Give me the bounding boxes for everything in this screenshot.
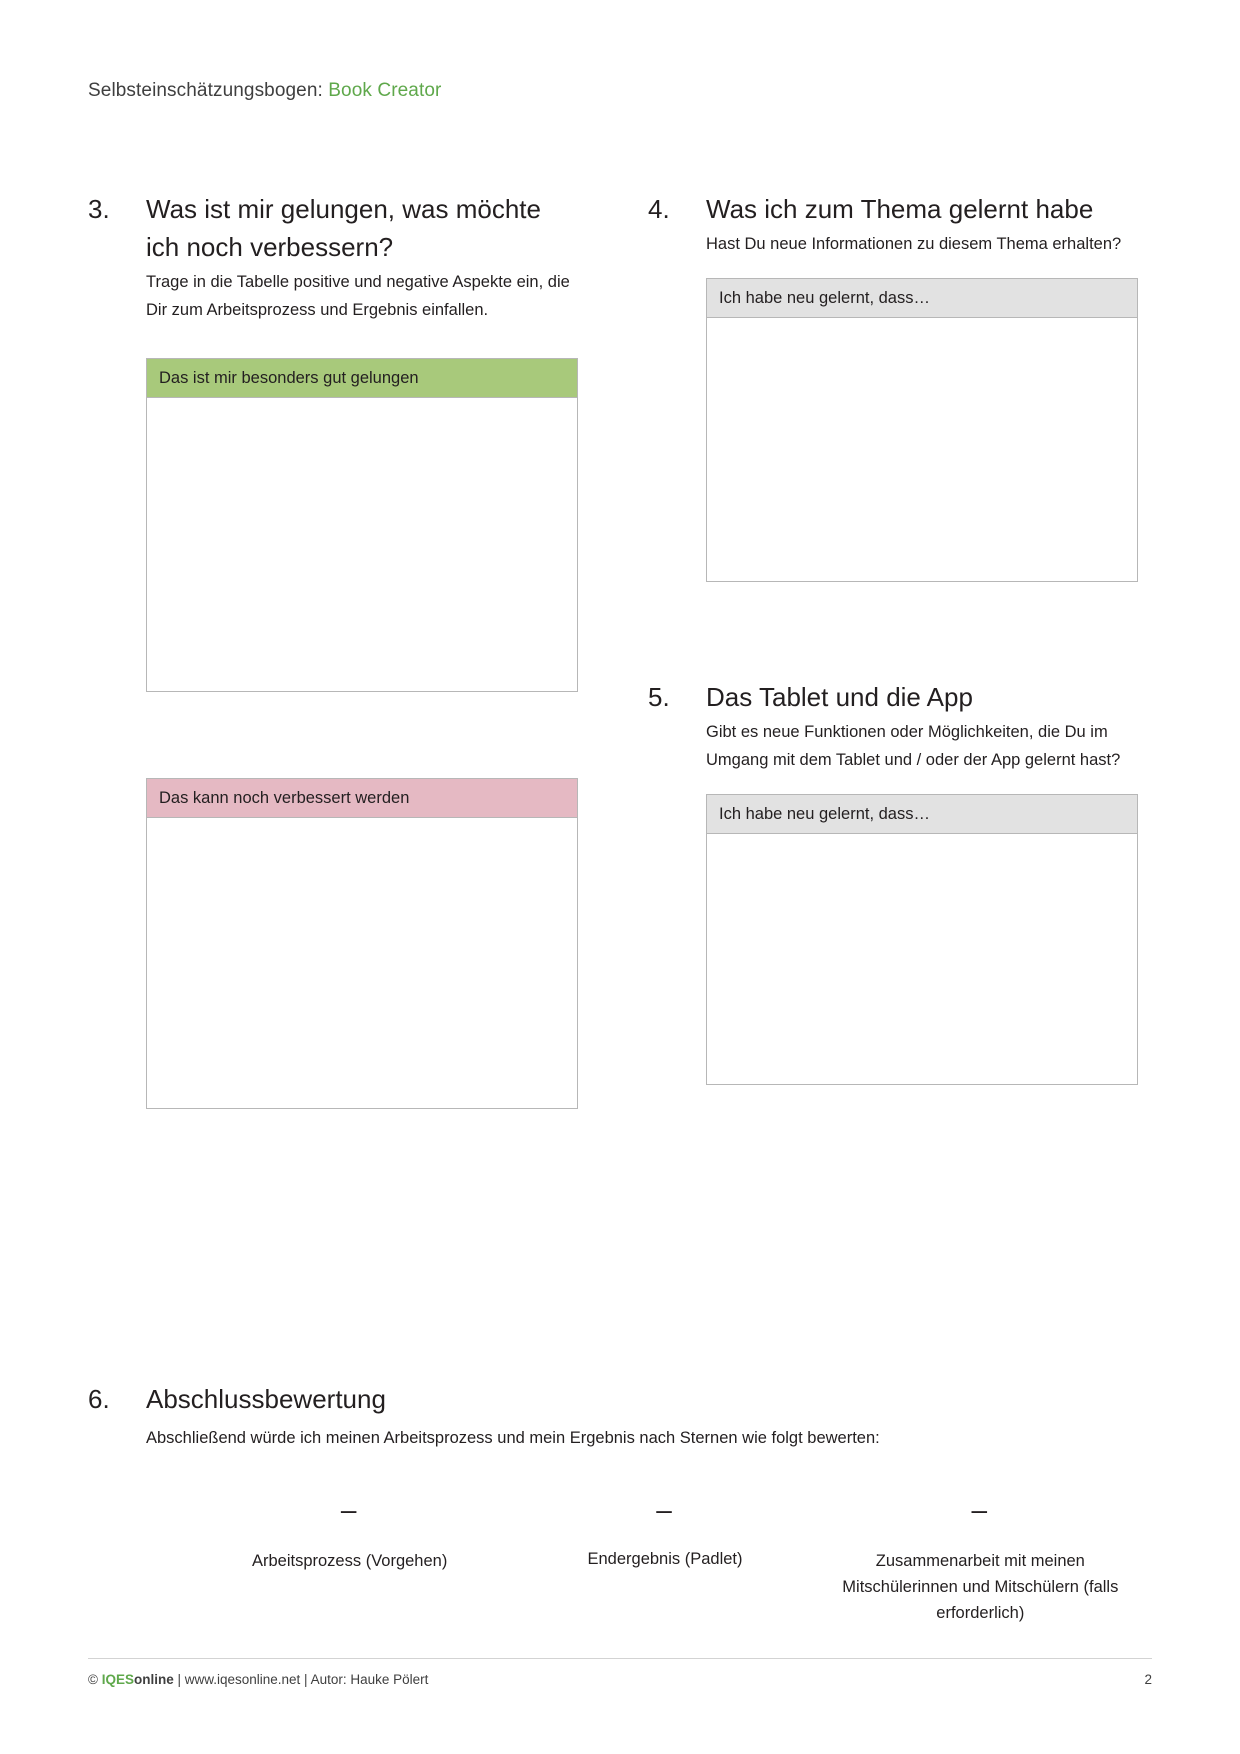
learned-topic-caption: Ich habe neu gelernt, dass… <box>707 279 1137 318</box>
section-6 <box>88 1380 1138 1626</box>
rating-stars-process[interactable]: – <box>340 1494 359 1525</box>
rating-label-result: Endergebnis (Padlet) <box>587 1550 743 1568</box>
section-5-title: Das Tablet und die App <box>706 682 973 712</box>
rating-row <box>192 1494 1138 1626</box>
learned-tablet-caption: Ich habe neu gelernt, dass… <box>707 795 1137 834</box>
section-3-heading <box>88 190 578 266</box>
section-4-body <box>706 230 1138 582</box>
footer-copyright: © <box>88 1672 98 1687</box>
page-footer <box>88 1658 1152 1687</box>
learned-topic-input[interactable] <box>707 318 1137 581</box>
left-column <box>88 190 578 1109</box>
rating-stars-collaboration[interactable]: – <box>971 1494 990 1525</box>
improvement-aspects-input[interactable] <box>147 818 577 1108</box>
section-3-body <box>146 268 578 1109</box>
rating-item-result <box>507 1494 822 1626</box>
section-5-heading <box>648 678 1138 716</box>
footer-credit <box>88 1672 428 1687</box>
section-4-description: Hast Du neue Informationen zu diesem Thema erhalten? <box>706 235 1122 253</box>
rating-label-collaboration: Zusammenarbeit mit meinen Mitschülerinnen und Mitschülern (falls erforderlich) <box>842 1552 1119 1622</box>
section-6-number: 6. <box>88 1384 110 1414</box>
header-title-accent: Book Creator <box>328 80 442 101</box>
improvement-aspects-table <box>146 778 578 1109</box>
right-column <box>648 190 1138 1085</box>
rating-item-process <box>192 1494 507 1626</box>
learned-tablet-table <box>706 794 1138 1085</box>
section-3-title: Was ist mir gelungen, was möchte ich noch verbessern? <box>146 194 541 262</box>
section-6-heading <box>88 1380 1138 1418</box>
section-5-description: Gibt es neue Funktionen oder Möglichkeiten, die Du im Umgang mit dem Tablet und / oder der App gelernt hast? <box>706 723 1121 769</box>
improvement-aspects-caption: Das kann noch verbessert werden <box>147 779 577 818</box>
section-6-title: Abschlussbewertung <box>146 1384 386 1414</box>
section-6-description: Abschließend würde ich meinen Arbeitsprozess und mein Ergebnis nach Sternen wie folgt bewerten: <box>146 1429 880 1447</box>
footer-brand-online: online <box>133 1672 174 1687</box>
section-3-number: 3. <box>88 194 110 224</box>
section-3-description: Trage in die Tabelle positive und negative Aspekte ein, die Dir zum Arbeitsprozess und Ergebnis einfallen. <box>146 273 570 319</box>
rating-label-process: Arbeitsprozess (Vorgehen) <box>251 1552 448 1570</box>
positive-aspects-caption: Das ist mir besonders gut gelungen <box>147 359 577 398</box>
section-4 <box>648 190 1138 582</box>
document-header <box>88 80 441 102</box>
rating-stars-result[interactable]: – <box>656 1494 674 1525</box>
footer-credit-rest: | www.iqesonline.net | Autor: Hauke Pölert <box>173 1672 429 1687</box>
footer-brand-iqes: IQES <box>101 1672 134 1687</box>
section-5 <box>648 678 1138 1085</box>
section-6-body <box>146 1424 1138 1626</box>
section-3 <box>88 190 578 1109</box>
positive-aspects-input[interactable] <box>147 398 577 691</box>
section-4-number: 4. <box>648 194 670 224</box>
header-prefix: Selbsteinschätzungsbogen: <box>88 80 323 101</box>
footer-page-number: 2 <box>1144 1672 1152 1687</box>
section-5-body <box>706 718 1138 1085</box>
rating-item-collaboration <box>823 1494 1138 1626</box>
learned-tablet-input[interactable] <box>707 834 1137 1084</box>
positive-aspects-table <box>146 358 578 692</box>
learned-topic-table <box>706 278 1138 582</box>
section-4-heading <box>648 190 1138 228</box>
section-5-number: 5. <box>648 682 670 712</box>
section-4-title: Was ich zum Thema gelernt habe <box>706 194 1094 224</box>
